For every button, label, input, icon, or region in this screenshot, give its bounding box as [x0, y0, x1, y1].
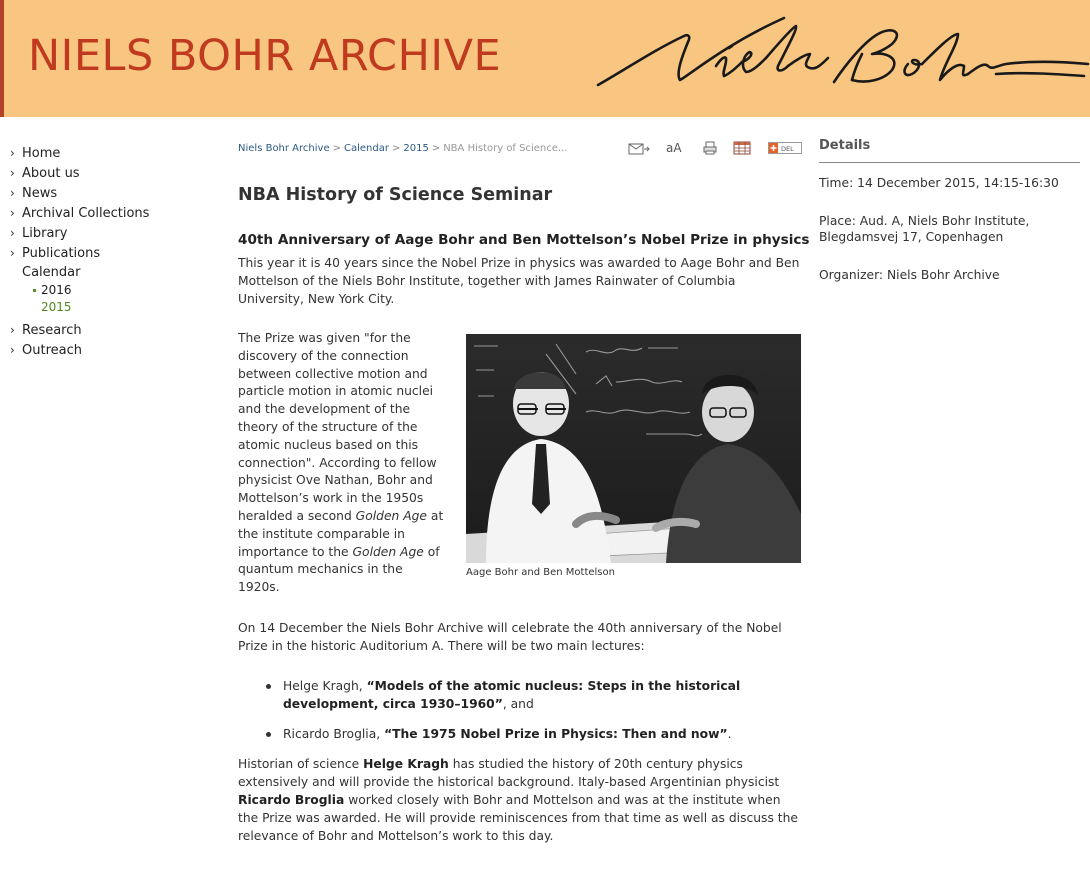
text-span: , and: [502, 697, 534, 711]
nav-item-label: Archival Collections: [22, 206, 150, 221]
intro-paragraph: This year it is 40 years since the Nobel Prize in physics was awarded to Aage Bohr and Ben Mottelson of the Niels Bohr Institute, together with James Rainwater of Columbia University, New York City.: [238, 256, 800, 306]
lecture-title: “The 1975 Nobel Prize in Physics: Then and now”: [384, 727, 728, 741]
event-organizer: Organizer: Niels Bohr Archive: [819, 267, 1000, 282]
nav-item-about-us[interactable]: [10, 164, 80, 182]
breadcrumb-separator: >: [332, 143, 341, 154]
header-accent-bar: [0, 0, 4, 117]
chevron-right-icon: ›: [10, 146, 15, 160]
chevron-right-icon: ›: [10, 323, 15, 337]
details-panel: [819, 175, 1081, 304]
nav-item-label: Publications: [22, 246, 101, 261]
nav-item-label: 2016: [41, 283, 72, 297]
text-span: of quantum mechanics in the 1920s.: [238, 544, 440, 595]
emphasis: Golden Age: [355, 508, 427, 523]
nav-subitem-2015[interactable]: [41, 298, 72, 316]
article-subtitle: 40th Anniversary of Aage Bohr and Ben Mottelson’s Nobel Prize in physics: [238, 232, 810, 248]
nav-item-label: About us: [22, 166, 80, 181]
lecture-speaker: Helge Kragh,: [283, 679, 367, 693]
event-place: Place: Aud. A, Niels Bohr Institute, Blegdamsvej 17, Copenhagen: [819, 213, 1030, 244]
breadcrumb: [238, 143, 567, 154]
nav-item-label: News: [22, 186, 58, 201]
text-span: .: [727, 727, 732, 741]
site-title[interactable]: NIELS BOHR ARCHIVE: [28, 31, 502, 81]
speakers-paragraph: [238, 755, 804, 845]
nav-item-label: Library: [22, 226, 68, 241]
nav-item-calendar[interactable]: [22, 264, 80, 282]
breadcrumb-link-2015[interactable]: 2015: [403, 143, 429, 154]
list-item: [266, 725, 806, 743]
lecture-list: [266, 677, 806, 755]
divider: [819, 162, 1080, 163]
chevron-right-icon: ›: [10, 343, 15, 357]
nav-item-research[interactable]: [10, 321, 82, 339]
table-icon[interactable]: [733, 141, 751, 155]
nav-item-archival-collections[interactable]: [10, 204, 149, 222]
text-span: has studied the history of 20th century physics extensively and will provide the historical background. Italy-based Argentinian physicist: [238, 757, 780, 789]
nav-item-library[interactable]: [10, 224, 67, 242]
page-title: NBA History of Science Seminar: [238, 185, 553, 205]
nav-item-news[interactable]: [10, 184, 57, 202]
emphasis: Golden Age: [352, 544, 424, 559]
print-icon[interactable]: [703, 141, 717, 155]
text-span: worked closely with Bohr and Mottelson and was at the institute when the Prize was awarded. He will provide reminiscences from that time as well as discuss the relevance of Bohr and Mottelson’s work to this day.: [238, 793, 798, 843]
breadcrumb-separator: >: [431, 143, 441, 154]
nav-item-label: Research: [22, 323, 82, 338]
text-span: at the institute comparable in importance to the: [238, 508, 444, 559]
chevron-right-icon: ›: [10, 186, 15, 200]
chevron-right-icon: ›: [10, 166, 15, 180]
breadcrumb-link-archive[interactable]: Niels Bohr Archive: [238, 143, 330, 154]
text-span: The Prize was given "for the discovery of the connection between collective motion and particle motion in atomic nuclei and the development of the theory of the structure of the atomic nucleus based on this connection". According to fellow physicist Ove Nathan, Bohr and Mottelson’s work in the 1950s heralded a second: [238, 331, 437, 523]
prize-paragraph: [238, 330, 448, 597]
lecture-speaker: Ricardo Broglia,: [283, 727, 385, 741]
list-item: [266, 677, 806, 713]
nav-item-outreach[interactable]: [10, 341, 82, 359]
delicious-icon[interactable]: [768, 142, 802, 154]
nav-item-label: Home: [22, 146, 61, 161]
bookmark-label: DEL: [781, 145, 794, 153]
font-size-icon[interactable]: aA: [666, 141, 682, 155]
chevron-right-icon: ›: [10, 206, 15, 220]
photo-caption: Aage Bohr and Ben Mottelson: [466, 567, 615, 578]
breadcrumb-current: NBA History of Science...: [443, 143, 568, 154]
chevron-right-icon: ›: [10, 246, 15, 260]
nav-item-label: Calendar: [22, 265, 81, 280]
celebration-paragraph: On 14 December the Niels Bohr Archive will celebrate the 40th anniversary of the Nobel Prize in the historic Auditorium A. There will be two main lectures:: [238, 621, 782, 653]
site-header: [0, 0, 1090, 117]
chevron-right-icon: ›: [10, 226, 15, 240]
speaker-name: Helge Kragh: [363, 757, 449, 771]
nav-item-publications[interactable]: [10, 244, 100, 262]
nav-item-label: 2015: [41, 300, 72, 314]
bullet-icon: [266, 732, 271, 737]
nav-item-label: Outreach: [22, 343, 82, 358]
photo-bohr-mottelson: [466, 334, 801, 563]
lecture-title: “Models of the atomic nucleus: Steps in the historical development, circa 1930–1960”: [283, 679, 741, 711]
bullet-icon: [266, 684, 271, 689]
speaker-name: Ricardo Broglia: [238, 793, 345, 807]
event-time: Time: 14 December 2015, 14:15-16:30: [819, 176, 1059, 190]
bullet-icon: [33, 289, 36, 292]
email-icon[interactable]: [628, 143, 650, 155]
nav-item-home[interactable]: [10, 144, 60, 162]
details-title: Details: [819, 138, 871, 153]
signature-logo: [596, 14, 1090, 104]
breadcrumb-separator: >: [391, 143, 401, 154]
breadcrumb-link-calendar[interactable]: Calendar: [344, 143, 389, 154]
nav-subitem-2016[interactable]: [33, 281, 72, 299]
text-span: Historian of science: [238, 757, 364, 771]
